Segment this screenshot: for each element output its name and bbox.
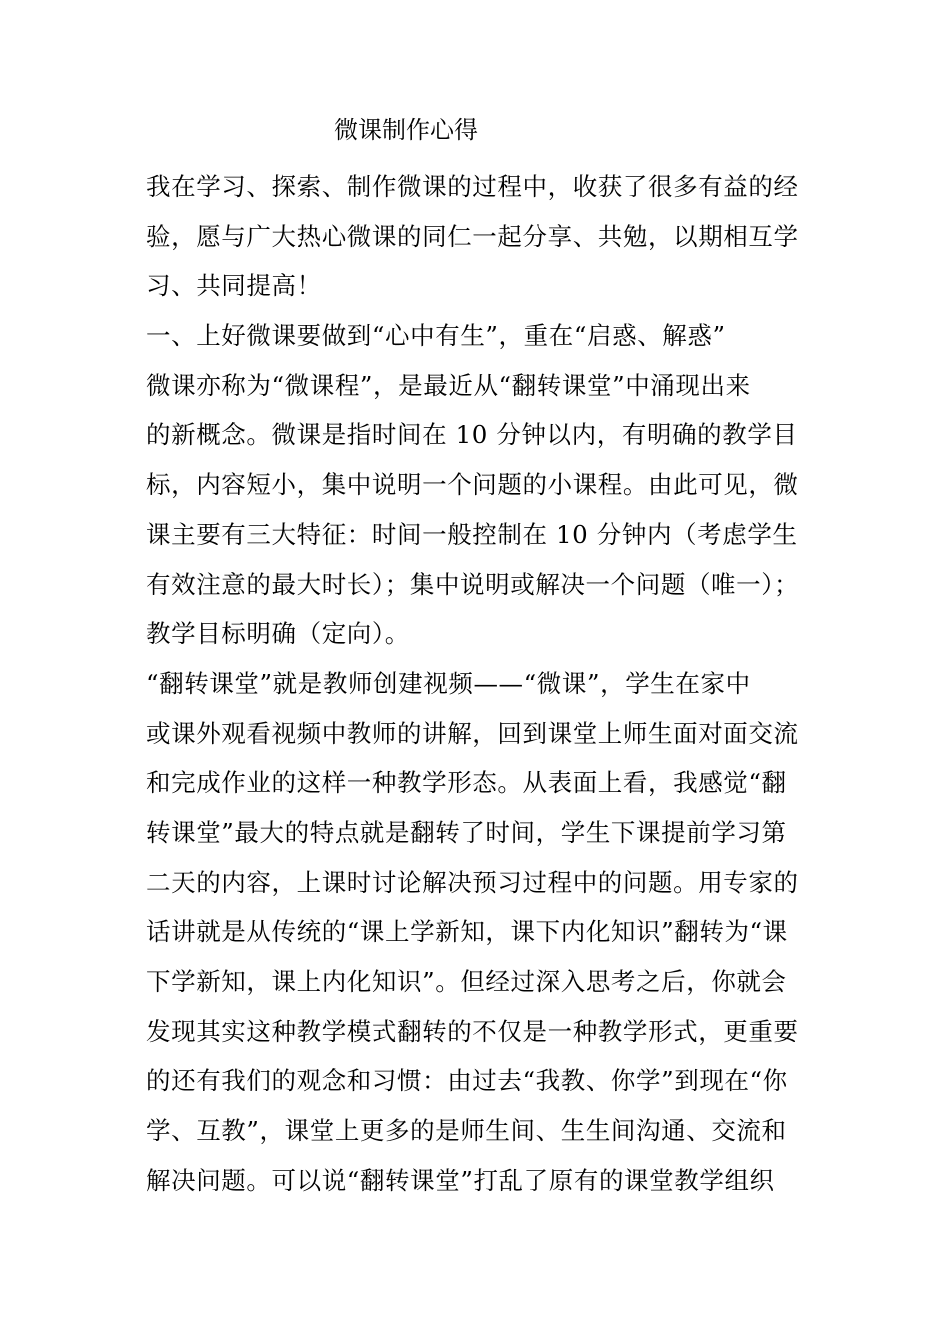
text-line: 课主要有三大特征：时间一般控制在 10 分钟内（考虑学生 <box>146 519 798 549</box>
text-line: 话讲就是从传统的“课上学新知，课下内化知识”翻转为“课 <box>146 917 788 947</box>
text-line: 的新概念。微课是指时间在 10 分钟以内，有明确的教学目 <box>146 420 798 450</box>
text-line: 解决问题。可以说“翻转课堂”打乱了原有的课堂教学组织 <box>146 1165 775 1195</box>
text-line: “翻转课堂”就是教师创建视频——“微课”，学生在家中 <box>146 668 751 698</box>
text-line: 和完成作业的这样一种教学形态。从表面上看，我感觉“翻 <box>146 768 787 798</box>
text-line: 学、互教”，课堂上更多的是师生间、生生间沟通、交流和 <box>146 1116 787 1146</box>
text-line: 我在学习、探索、制作微课的过程中，收获了很多有益的经 <box>146 172 799 201</box>
text-line: 习、共同提高！ <box>146 271 322 301</box>
text-line: 转课堂”最大的特点就是翻转了时间，学生下课提前学习第 <box>146 817 787 847</box>
document-title: 微课制作心得 <box>334 116 478 144</box>
text-line: 下学新知，课上内化知识”。但经过深入思考之后，你就会 <box>146 967 787 996</box>
text-line: 微课亦称为“微课程”，是最近从“翻转课堂”中涌现出来 <box>146 370 751 400</box>
document-body <box>146 162 816 1205</box>
text-line: 标，内容短小，集中说明一个问题的小课程。由此可见，微 <box>146 470 799 500</box>
text-line: 二天的内容，上课时讨论解决预习过程中的问题。用专家的 <box>146 867 799 897</box>
text-line: 教学目标明确（定向）。 <box>146 619 410 649</box>
text-line: 发现其实这种教学模式翻转的不仅是一种教学形式，更重要 <box>146 1016 799 1046</box>
text-line: 有效注意的最大时长）；集中说明或解决一个问题（唯一）； <box>146 569 800 599</box>
text-line: 验，愿与广大热心微课的同仁一起分享、共勉，以期相互学 <box>146 221 799 251</box>
text-line: 的还有我们的观念和习惯：由过去“我教、你学”到现在“你 <box>146 1066 788 1096</box>
text-line: 或课外观看视频中教师的讲解，回到课堂上师生面对面交流 <box>146 718 799 748</box>
section-heading: 一、上好微课要做到“心中有生”，重在“启惑、解惑” <box>146 321 726 351</box>
